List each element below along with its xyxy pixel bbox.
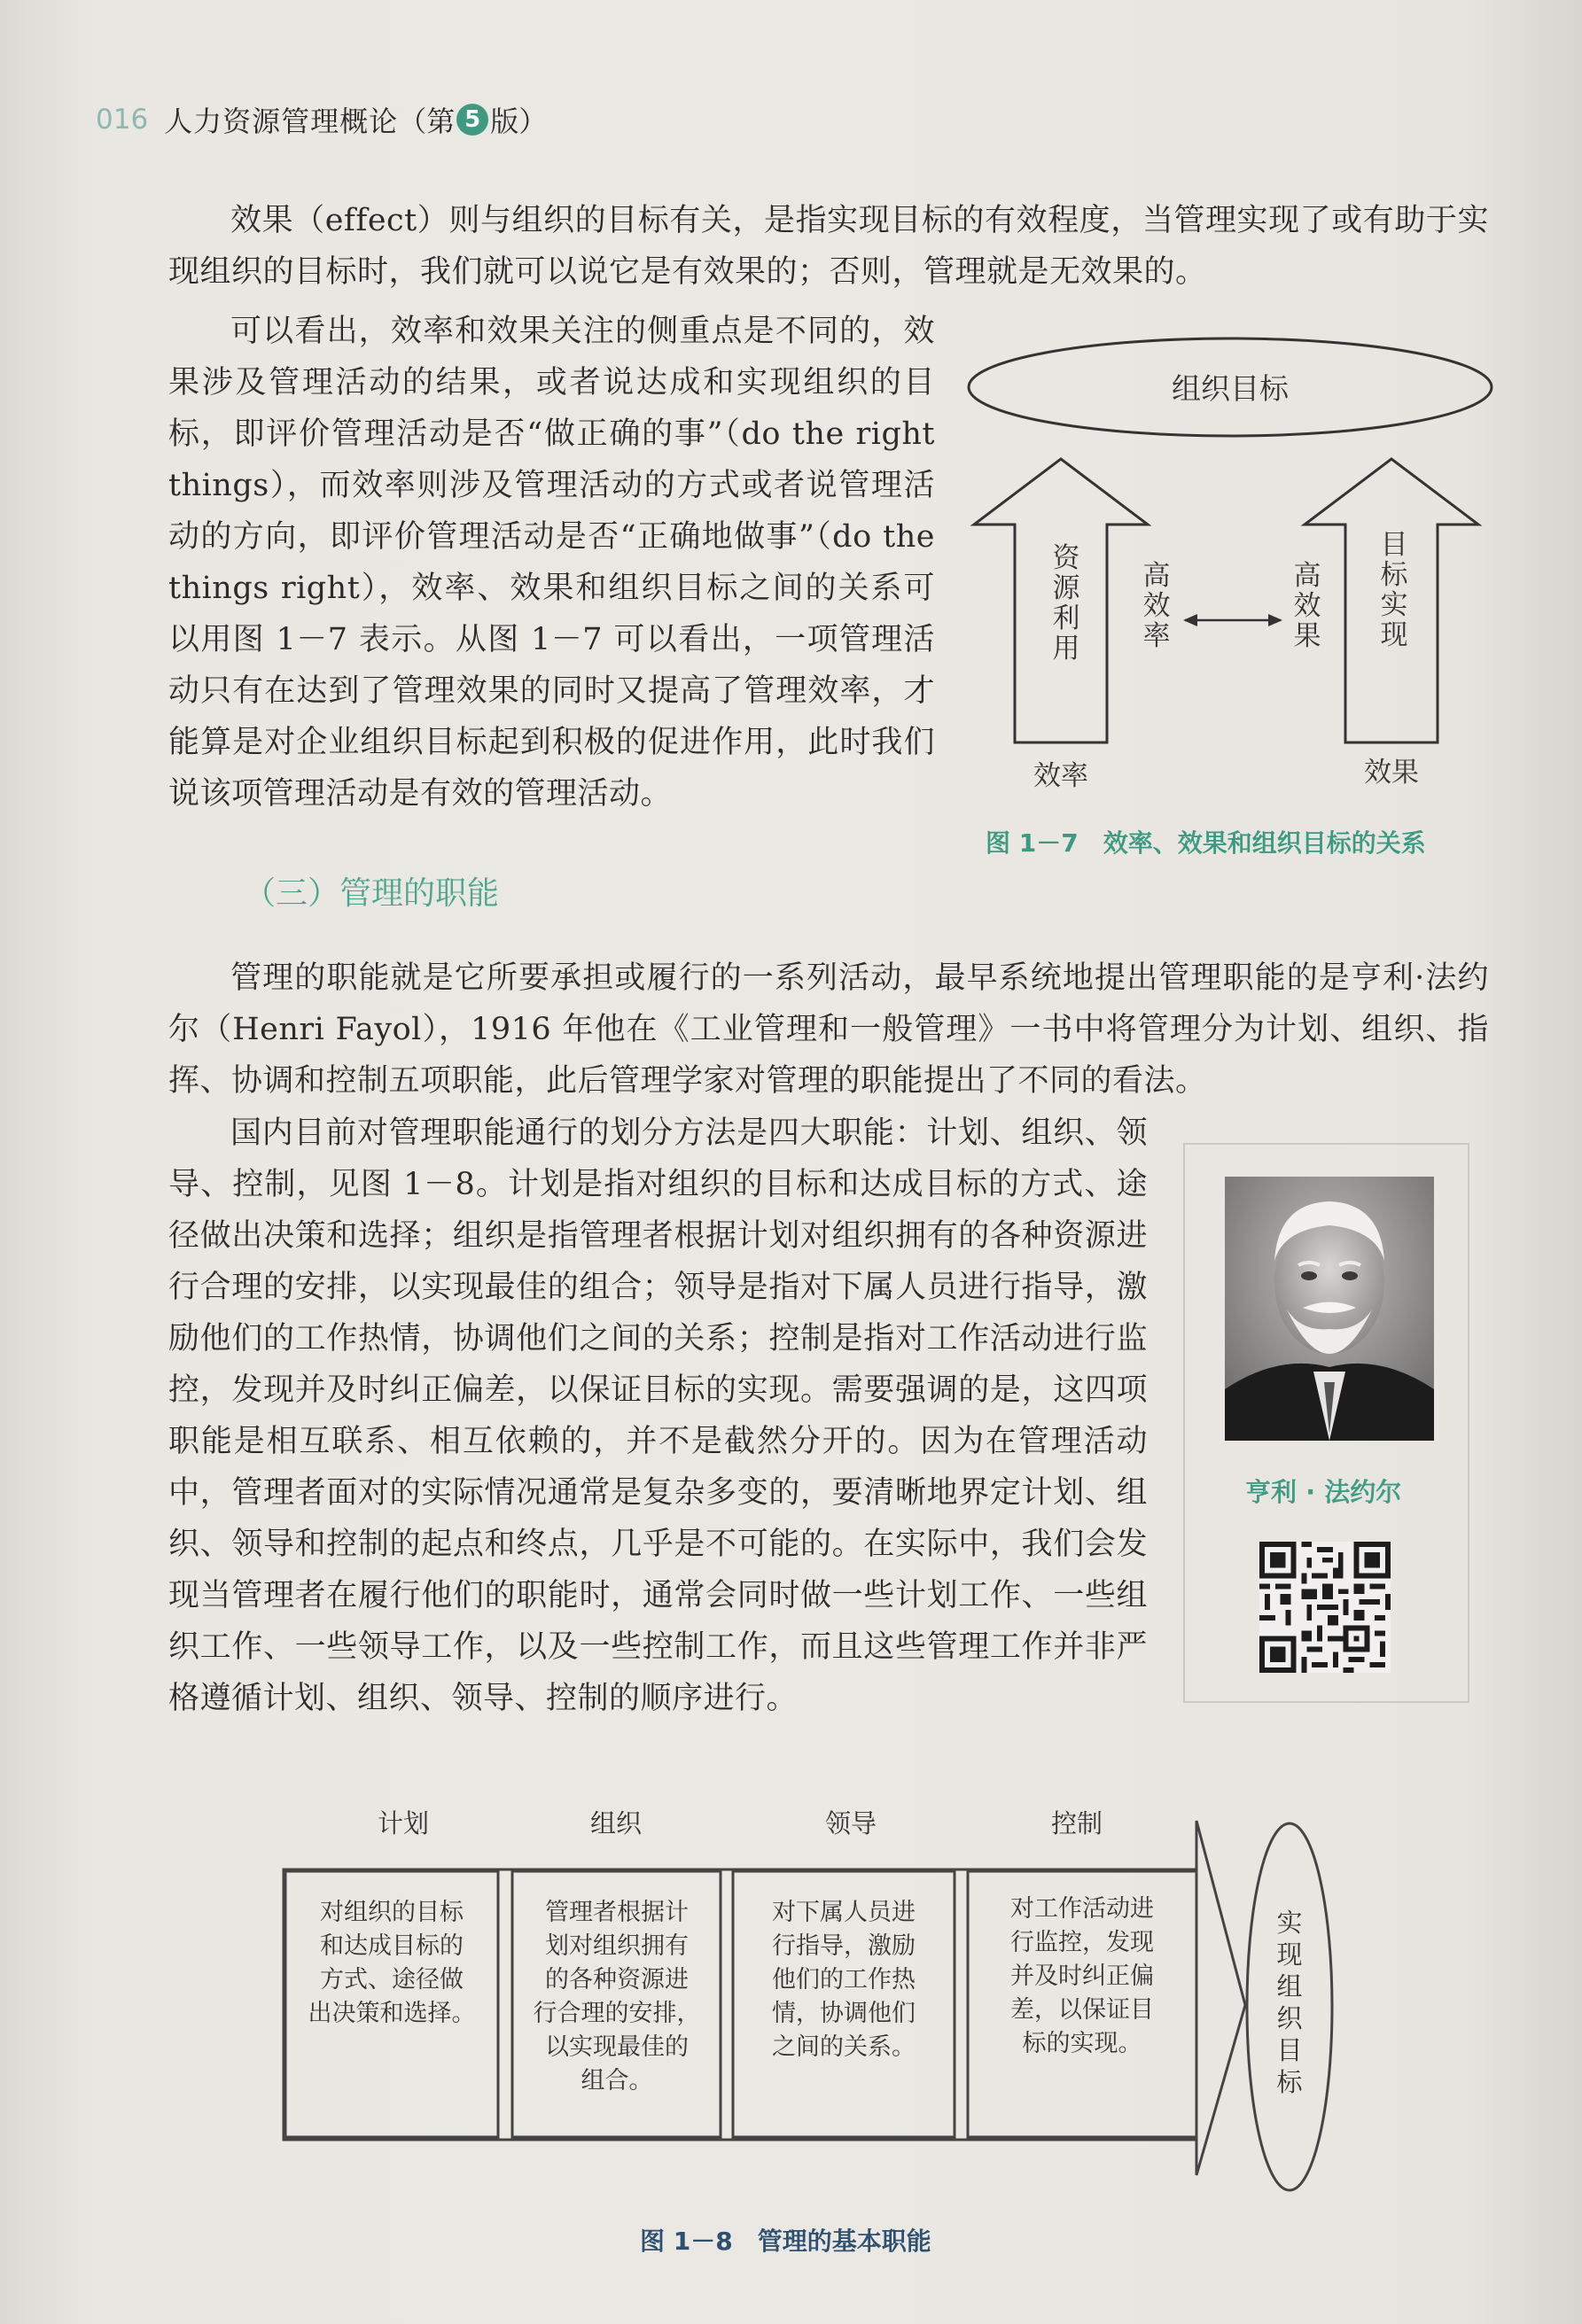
ellipse-label: 组织目标 [1172, 371, 1289, 406]
double-arrow-left-head [1183, 614, 1197, 626]
resource-use-text: 资源利用 [1052, 542, 1080, 665]
box-texts [308, 1895, 1155, 2095]
header-controlling: 控制 [1050, 1808, 1103, 1838]
efficiency-label: 效率 [1033, 760, 1088, 792]
double-arrow-right-head [1268, 614, 1282, 626]
edition-number-badge: 5 [456, 104, 488, 136]
figure-1-7-caption: 图 1－7 效率、效果和组织目标的关系 [986, 828, 1426, 858]
goal-text: 实现组织目标 [1276, 1908, 1303, 2097]
edition-label [398, 99, 547, 140]
effectiveness-label: 效果 [1364, 757, 1419, 789]
edition-prefix: （第 [398, 105, 456, 138]
header-planning: 计划 [377, 1808, 430, 1838]
book-title: 人力资源管理概论 [164, 105, 399, 138]
page-header [96, 93, 547, 146]
function-box-text: 对组织的目标和达成目标的方式、途径做出决策和选择。 [308, 1899, 476, 2027]
high-efficiency-text: 高效率 [1142, 560, 1171, 652]
figure-1-8-caption: 图 1－8 管理的基本职能 [640, 2227, 931, 2256]
portrait-name: 亨利 · 法约尔 [1245, 1477, 1402, 1507]
qr-code-image[interactable] [1259, 1542, 1391, 1673]
header-organizing: 组织 [589, 1808, 643, 1838]
goal-achievement-text: 目标实现 [1380, 529, 1408, 651]
section-heading: （三）管理的职能 [244, 875, 500, 912]
paragraph-four-functions: 国内目前对管理职能通行的划分方法是四大职能：计划、组织、领导、控制，见图 1－8。计划是指对组织的目标和达成目标的方式、途径做出决策和选择；组织是指管理者根据计划对组织拥有的各种资源进行合理的安排，以实现最佳的组合；领导是指对下属人员进行指导，激励他们的工作热情，协调他们之间的关系；控制是指对工作活动进行监控，发现并及时纠正偏差，以保证目标的实现。需要强调的是，这四项职能是相互联系、相互依赖的，并不是截然分开的。因为在管理活动中，管理者面对的实际情况通常是复杂多变的，要清晰地界定计划、组织、领导和控制的起点和终点，几乎是不可能的。在实际中，我们会发现当管理者在履行他们的职能时，通常会同时做一些计划工作、一些组织工作、一些领导工作，以及一些控制工作，而且这些管理工作并非严格遵循计划、组织、领导、控制的顺序进行。 [168, 1115, 1148, 1716]
function-box-text: 对下属人员进行指导，激励他们的工作热情，协调他们之间的关系。 [772, 1899, 916, 2061]
paragraph-efficiency-effect: 可以看出，效率和效果关注的侧重点是不同的，效果涉及管理活动的结果，或者说达成和实现组织的目标，即评价管理活动是否“做正确的事”（do the right things），而效率则涉及管理活动的方式或者说管理活动的方向，即评价管理活动是否“正确地做事”（do the things right），效率、效果和组织目标之间的关系可以用图 1－7 表示。从图 1－7 可以看出，一项管理活动只有在达到了管理效果的同时又提高了管理效率，才能算是对企业组织目标起到积极的促进作用，此时我们说该项管理活动是有效的管理活动。 [168, 314, 935, 812]
function-box-text: 管理者根据计划对组织拥有的各种资源进行合理的安排，以实现最佳的组合。 [533, 1899, 701, 2095]
function-box-text: 对工作活动进行监控，发现并及时纠正偏差，以保证目标的实现。 [1010, 1895, 1154, 2057]
edition-suffix: 版） [490, 105, 548, 138]
paragraph-functions-history: 管理的职能就是它所要承担或履行的一系列活动，最早系统地提出管理职能的是亨利·法约尔（Henri Fayol），1916 年他在《工业管理和一般管理》一书中将管理分为计划、组织、指挥、协调和控制五项职能，此后管理学家对管理的职能提出了不同的看法。 [168, 960, 1489, 1099]
fayol-portrait-image [1225, 1177, 1434, 1441]
paragraph-effect: 效果（effect）则与组织的目标有关，是指实现目标的有效程度，当管理实现了或有助于实现组织的目标时，我们就可以说它是有效果的；否则，管理就是无效果的。 [168, 203, 1489, 290]
high-effectiveness-text: 高效果 [1293, 560, 1321, 652]
figure-1-7-diagram [962, 328, 1502, 859]
figure-1-8-diagram [275, 1799, 1338, 2215]
header-leading: 领导 [824, 1808, 877, 1838]
page-number: 016 [96, 104, 149, 136]
